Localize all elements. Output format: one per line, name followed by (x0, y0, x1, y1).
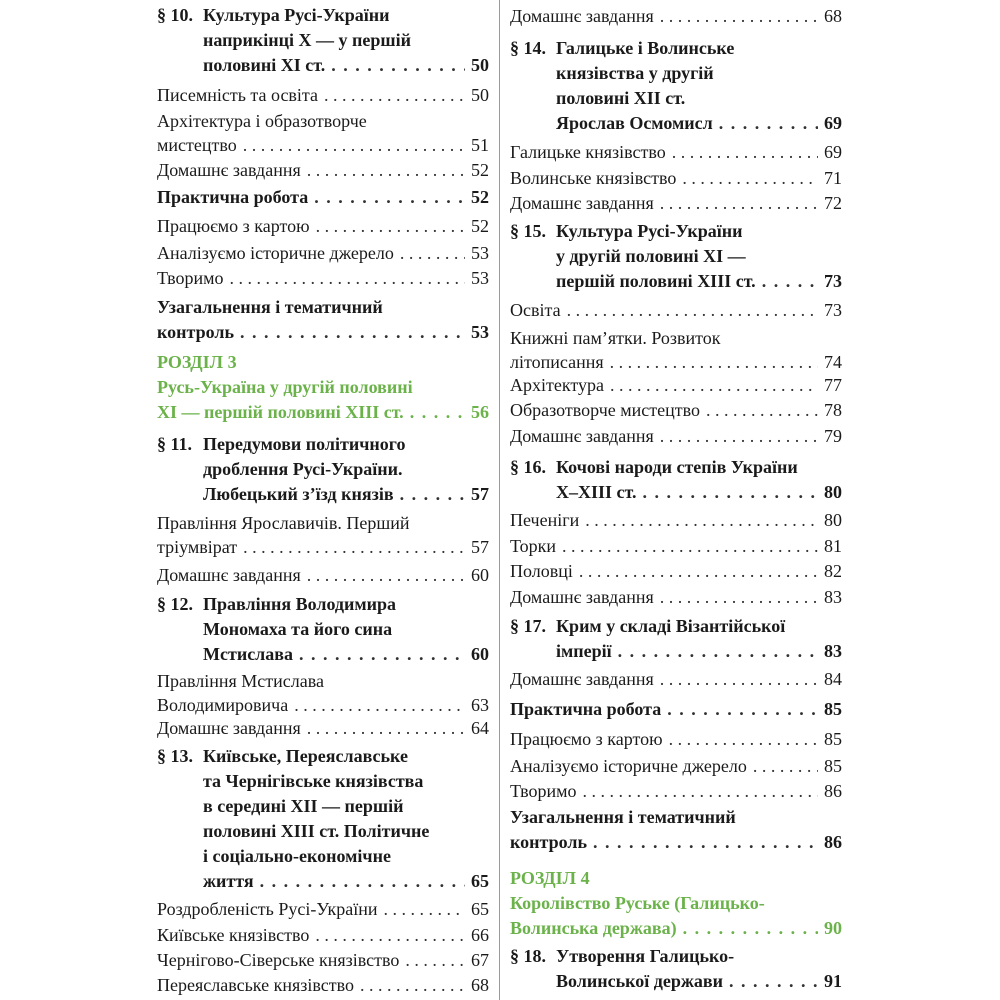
toc-dot-leader (384, 897, 465, 921)
toc-dot-leader (660, 424, 818, 448)
toc-page-number: 79 (824, 426, 842, 446)
toc-entry-title-line: Творимо (510, 781, 577, 801)
toc-entry-title-line: Ярослав Осмомисл (556, 113, 713, 133)
toc-entry-title-line: Узагальнення і тематичний (510, 807, 736, 827)
toc-entry-title-line: Чернігово-Сіверське князівство (157, 950, 400, 970)
toc-entry-title-line: мистецтво (157, 135, 237, 155)
toc-entry[interactable] (157, 716, 489, 740)
toc-page-number: 65 (471, 899, 489, 919)
toc-page-number: 60 (471, 644, 489, 664)
toc-entry-title-line: Домашнє завдання (510, 587, 654, 607)
toc-page-number: 74 (824, 352, 842, 372)
toc-dot-leader (331, 53, 465, 78)
toc-dot-leader (299, 642, 465, 667)
toc-paragraph-entry[interactable] (157, 432, 489, 507)
column-divider (499, 0, 500, 1000)
toc-paragraph-entry[interactable] (510, 614, 842, 664)
toc-entry-title-line: XI — першій половині XIII ст. (157, 402, 404, 422)
toc-entry-title-line: Переяславське князівство (157, 975, 354, 995)
toc-entry[interactable] (510, 727, 842, 751)
toc-dot-leader (567, 298, 818, 322)
toc-entry-title-line: Аналізуємо історичне джерело (510, 756, 747, 776)
toc-entry-title-line: Половці (510, 561, 573, 581)
toc-entry[interactable] (510, 805, 842, 855)
toc-dot-leader (660, 4, 818, 28)
toc-section-heading[interactable] (510, 866, 842, 941)
toc-entry[interactable] (510, 534, 842, 558)
toc-entry-title-line: літописання (510, 352, 604, 372)
toc-entry-title-line: Володимировича (157, 695, 289, 715)
toc-page-number: 53 (471, 243, 489, 263)
toc-entry-title-line: у другій половині XI — (556, 246, 746, 266)
toc-entry-title-line: Домашнє завдання (510, 426, 654, 446)
toc-entry[interactable] (157, 295, 489, 345)
toc-entry-title-line: Королівство Руське (Галицько- (510, 893, 765, 913)
toc-paragraph-number: § 14. (510, 38, 546, 58)
toc-entry-title-line: Русь-Україна у другій половині (157, 377, 413, 397)
toc-entry-title-line: X–XIII ст. (556, 482, 637, 502)
toc-page-number: 52 (471, 216, 489, 236)
toc-paragraph-number: § 12. (157, 594, 193, 614)
toc-entry-title-line: Волинська держава) (510, 918, 677, 938)
toc-entry-title-line: князівства у другій (556, 63, 714, 83)
toc-page-number: 91 (824, 971, 842, 991)
toc-dot-leader (762, 269, 818, 294)
toc-dot-leader (240, 320, 465, 345)
toc-entry-title-line: Домашнє завдання (510, 193, 654, 213)
toc-entry-title-line: Практична робота (157, 187, 309, 207)
toc-section-heading[interactable] (157, 350, 489, 425)
toc-entry[interactable] (510, 424, 842, 448)
toc-entry-title-line: Архітектура і образотворче (157, 111, 367, 131)
toc-page-number: 83 (824, 587, 842, 607)
toc-entry-title-line: Практична робота (510, 699, 662, 719)
toc-paragraph-number: § 18. (510, 946, 546, 966)
toc-page-number: 57 (471, 484, 489, 504)
toc-page-number: 51 (471, 135, 489, 155)
toc-paragraph-number: § 13. (157, 746, 193, 766)
toc-dot-leader (669, 727, 818, 751)
toc-entry-title-line: Творимо (157, 268, 224, 288)
toc-page-number: 85 (824, 756, 842, 776)
toc-entry-title-line: Любецький з’їзд князів (203, 484, 394, 504)
toc-entry-title-line: Культура Русі-України (203, 5, 390, 25)
toc-dot-leader (579, 559, 818, 583)
toc-dot-leader (667, 697, 818, 722)
toc-entry-title-line: Передумови політичного (203, 434, 406, 454)
toc-page-number: 82 (824, 561, 842, 581)
toc-paragraph-entry[interactable] (510, 219, 842, 294)
toc-entry[interactable] (510, 585, 842, 609)
toc-dot-leader (243, 133, 465, 157)
toc-entry-title-line: та Чернігівське князівства (203, 771, 424, 791)
toc-paragraph-entry[interactable] (157, 592, 489, 667)
toc-entry[interactable] (510, 559, 842, 583)
toc-entry-title-line: Домашнє завдання (510, 669, 654, 689)
toc-dot-leader (660, 191, 818, 215)
toc-entry-title-line: РОЗДІЛ 4 (510, 868, 590, 888)
toc-page-number: 85 (824, 729, 842, 749)
toc-dot-leader (230, 266, 466, 290)
toc-dot-leader (562, 534, 818, 558)
toc-dot-leader (583, 779, 819, 803)
toc-page-number: 80 (824, 510, 842, 530)
toc-entry-title-line: Працюємо з картою (510, 729, 663, 749)
toc-entry[interactable] (510, 4, 842, 28)
toc-entry[interactable] (510, 166, 842, 190)
toc-dot-leader (610, 350, 818, 374)
toc-entry-title-line: Правління Ярославичів. Перший (157, 513, 410, 533)
toc-entry-title-line: першій половині XIII ст. (556, 271, 756, 291)
toc-dot-leader (683, 916, 818, 941)
toc-dot-leader (315, 923, 465, 947)
toc-entry-title-line: Працюємо з картою (157, 216, 310, 236)
toc-entry-title-line: життя (203, 871, 254, 891)
toc-dot-leader (618, 639, 818, 664)
toc-paragraph-entry[interactable] (157, 744, 489, 894)
toc-entry-title-line: Домашнє завдання (157, 718, 301, 738)
toc-paragraph-number: § 16. (510, 457, 546, 477)
toc-entry[interactable] (510, 508, 842, 532)
toc-page-number: 72 (824, 193, 842, 213)
toc-entry[interactable] (157, 158, 489, 182)
toc-page-number: 80 (824, 482, 842, 502)
toc-entry[interactable] (510, 398, 842, 422)
toc-entry-title-line: Правління Мстислава (157, 671, 324, 691)
toc-entry-title-line: Роздробленість Русі-України (157, 899, 378, 919)
toc-page-number: 77 (824, 375, 842, 395)
toc-entry-title-line: дроблення Русі-України. (203, 459, 403, 479)
toc-page-number: 52 (471, 187, 489, 207)
toc-page-number: 57 (471, 537, 489, 557)
toc-page-number: 85 (824, 699, 842, 719)
toc-entry-title-line: Правління Володимира (203, 594, 397, 614)
toc-page-number: 90 (824, 918, 842, 938)
toc-page-number: 60 (471, 565, 489, 585)
toc-entry-title-line: Волинської держави (556, 971, 724, 991)
toc-entry-title-line: Мстислава (203, 644, 293, 664)
toc-entry[interactable] (157, 241, 489, 265)
toc-entry-title-line: Писемність та освіта (157, 85, 319, 105)
toc-dot-leader (610, 373, 818, 397)
toc-page-number: 66 (471, 925, 489, 945)
toc-entry[interactable] (510, 298, 842, 322)
toc-page-number: 64 (471, 718, 489, 738)
toc-paragraph-entry[interactable] (510, 944, 842, 994)
toc-entry[interactable] (157, 948, 489, 972)
toc-entry-title-line: Київське, Переяславське (203, 746, 408, 766)
toc-entry[interactable] (510, 779, 842, 803)
toc-paragraph-entry[interactable] (510, 36, 842, 136)
toc-entry-title-line: Галицьке князівство (510, 142, 666, 162)
toc-entry-title-line: Домашнє завдання (510, 6, 654, 26)
toc-entry-title-line: контроль (157, 322, 234, 342)
toc-paragraph-entry[interactable] (157, 3, 489, 78)
toc-dot-leader (585, 508, 818, 532)
toc-page-number: 50 (471, 85, 489, 105)
toc-dot-leader (243, 535, 465, 559)
toc-entry[interactable] (157, 266, 489, 290)
toc-dot-leader (260, 869, 465, 894)
toc-page-number: 65 (471, 871, 489, 891)
toc-entry[interactable] (510, 754, 842, 778)
toc-dot-leader (314, 185, 465, 210)
toc-page-number: 67 (471, 950, 489, 970)
toc-dot-leader (405, 948, 465, 972)
toc-entry-title-line: Архітектура (510, 375, 604, 395)
toc-entry-title-line: Печеніги (510, 510, 580, 530)
toc-entry-title-line: Освіта (510, 300, 561, 320)
toc-entry[interactable] (157, 185, 489, 210)
toc-entry[interactable] (510, 140, 842, 164)
toc-dot-leader (410, 400, 465, 425)
toc-page-number: 83 (824, 641, 842, 661)
toc-entry-title-line: Аналізуємо історичне джерело (157, 243, 394, 263)
toc-entry[interactable] (157, 973, 489, 997)
toc-entry-title-line: Галицьке і Волинське (556, 38, 735, 58)
toc-entry-title-line: імперії (556, 641, 612, 661)
toc-dot-leader (706, 398, 818, 422)
toc-entry-title-line: Культура Русі-України (556, 221, 743, 241)
toc-dot-leader (400, 482, 465, 507)
toc-page-number: 84 (824, 669, 842, 689)
toc-entry[interactable] (157, 511, 489, 559)
toc-dot-leader (729, 969, 818, 994)
toc-entry-title-line: в середині XII — першій (203, 796, 404, 816)
toc-entry-title-line: Узагальнення і тематичний (157, 297, 383, 317)
toc-page-number: 68 (471, 975, 489, 995)
toc-dot-leader (682, 166, 818, 190)
toc-entry[interactable] (510, 191, 842, 215)
toc-dot-leader (360, 973, 465, 997)
toc-page-number: 52 (471, 160, 489, 180)
toc-entry[interactable] (510, 667, 842, 691)
toc-entry-title-line: наприкінці X — у першій (203, 30, 411, 50)
toc-entry-title-line: половині XIII ст. Політичне (203, 821, 430, 841)
toc-entry-title-line: Кочові народи степів України (556, 457, 798, 477)
toc-entry-title-line: Торки (510, 536, 557, 556)
toc-entry-title-line: Київське князівство (157, 925, 310, 945)
toc-entry-title-line: Крим у складі Візантійської (556, 616, 786, 636)
toc-entry-title-line: Утворення Галицько- (556, 946, 735, 966)
toc-entry[interactable] (510, 373, 842, 397)
toc-entry[interactable] (157, 214, 489, 238)
toc-dot-leader (307, 563, 465, 587)
toc-page-number: 69 (824, 142, 842, 162)
toc-page-number: 50 (471, 55, 489, 75)
toc-dot-leader (593, 830, 818, 855)
toc-entry-title-line: половині XI ст. (203, 55, 326, 75)
toc-paragraph-number: § 17. (510, 616, 546, 636)
toc-dot-leader (753, 754, 818, 778)
toc-page-number: 73 (824, 300, 842, 320)
toc-paragraph-number: § 11. (157, 434, 193, 454)
toc-dot-leader (643, 480, 819, 505)
toc-page-number: 53 (471, 322, 489, 342)
toc-entry-title-line: контроль (510, 832, 587, 852)
toc-dot-leader (719, 111, 818, 136)
toc-page-number: 53 (471, 268, 489, 288)
toc-paragraph-number: § 15. (510, 221, 546, 241)
toc-entry[interactable] (157, 923, 489, 947)
toc-page-number: 63 (471, 695, 489, 715)
toc-entry-title-line: і соціально-економічне (203, 846, 391, 866)
toc-page-number: 86 (824, 832, 842, 852)
toc-page-number: 68 (824, 6, 842, 26)
toc-entry-title-line: Образотворче мистецтво (510, 400, 700, 420)
toc-dot-leader (307, 716, 465, 740)
toc-entry-title-line: Волинське князівство (510, 168, 677, 188)
toc-entry[interactable] (157, 83, 489, 107)
toc-page-number: 81 (824, 536, 842, 556)
toc-page-number: 56 (471, 402, 489, 422)
toc-entry[interactable] (157, 669, 489, 717)
toc-dot-leader (316, 214, 465, 238)
toc-entry[interactable] (157, 563, 489, 587)
toc-page-number: 86 (824, 781, 842, 801)
toc-dot-leader (400, 241, 465, 265)
toc-entry[interactable] (510, 697, 842, 722)
toc-paragraph-number: § 10. (157, 5, 193, 25)
toc-entry[interactable] (510, 326, 842, 374)
toc-entry-title-line: тріумвірат (157, 537, 238, 557)
toc-dot-leader (660, 667, 818, 691)
toc-entry-title-line: РОЗДІЛ 3 (157, 352, 237, 372)
toc-page-number: 78 (824, 400, 842, 420)
toc-entry-title-line: половині XII ст. (556, 88, 686, 108)
toc-page-number: 69 (824, 113, 842, 133)
toc-entry-title-line: Домашнє завдання (157, 565, 301, 585)
toc-entry[interactable] (157, 897, 489, 921)
toc-dot-leader (307, 158, 465, 182)
toc-paragraph-entry[interactable] (510, 455, 842, 505)
toc-dot-leader (672, 140, 818, 164)
toc-dot-leader (660, 585, 818, 609)
toc-entry[interactable] (157, 109, 489, 157)
toc-dot-leader (294, 693, 465, 717)
toc-entry-title-line: Мономаха та його сина (203, 619, 393, 639)
toc-entry-title-line: Книжні пам’ятки. Розвиток (510, 328, 721, 348)
toc-entry-title-line: Домашнє завдання (157, 160, 301, 180)
toc-dot-leader (324, 83, 465, 107)
toc-page-number: 71 (824, 168, 842, 188)
toc-page-number: 73 (824, 271, 842, 291)
